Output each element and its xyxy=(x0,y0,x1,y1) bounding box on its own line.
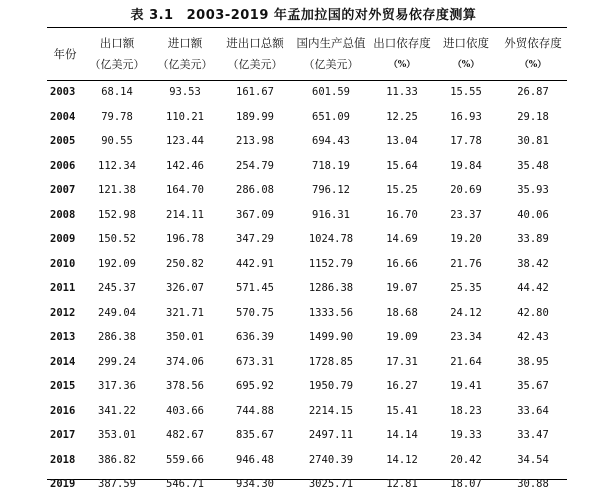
year-cell: 2019 xyxy=(50,478,76,491)
value-cell: 164.70 xyxy=(166,184,204,197)
column-header-label: 外贸依存度 xyxy=(504,35,562,50)
value-cell: 24.12 xyxy=(450,306,482,319)
value-cell: 33.64 xyxy=(517,404,549,417)
year-cell: 2003 xyxy=(50,86,76,99)
column-header-unit: （亿美元） xyxy=(157,57,213,71)
value-cell: 718.19 xyxy=(312,159,350,172)
value-cell: 21.64 xyxy=(450,355,482,368)
value-cell: 245.37 xyxy=(98,282,136,295)
value-cell: 93.53 xyxy=(169,86,201,99)
value-cell: 17.78 xyxy=(450,135,482,148)
value-cell: 482.67 xyxy=(166,429,204,442)
value-cell: 15.25 xyxy=(386,184,418,197)
value-cell: 916.31 xyxy=(312,208,350,221)
value-cell: 189.99 xyxy=(236,110,274,123)
value-cell: 35.93 xyxy=(517,184,549,197)
value-cell: 192.09 xyxy=(98,257,136,270)
column-header-label: 年份 xyxy=(53,46,77,61)
year-cell: 2017 xyxy=(50,429,76,442)
value-cell: 26.87 xyxy=(517,86,549,99)
value-cell: 254.79 xyxy=(236,159,274,172)
value-cell: 442.91 xyxy=(236,257,274,270)
value-cell: 387.59 xyxy=(98,478,136,491)
value-cell: 1499.90 xyxy=(308,331,354,344)
column-header-unit: （亿美元） xyxy=(227,57,283,71)
table-row xyxy=(47,129,567,154)
table-row xyxy=(47,276,567,301)
value-cell: 374.06 xyxy=(166,355,204,368)
value-cell: 18.23 xyxy=(450,404,482,417)
column-header-unit: （%） xyxy=(519,59,547,70)
value-cell: 299.24 xyxy=(98,355,136,368)
value-cell: 249.04 xyxy=(98,306,136,319)
value-cell: 12.25 xyxy=(386,110,418,123)
value-cell: 1286.38 xyxy=(308,282,354,295)
value-cell: 286.38 xyxy=(98,331,136,344)
table-row xyxy=(47,399,567,424)
value-cell: 161.67 xyxy=(236,86,274,99)
column-header xyxy=(499,27,567,80)
value-cell: 694.43 xyxy=(312,135,350,148)
table-row xyxy=(47,423,567,448)
value-cell: 744.88 xyxy=(236,404,274,417)
value-cell: 546.71 xyxy=(166,478,204,491)
column-header xyxy=(433,27,499,80)
value-cell: 142.46 xyxy=(166,159,204,172)
value-cell: 33.47 xyxy=(517,429,549,442)
year-cell: 2016 xyxy=(50,404,76,417)
value-cell: 1728.85 xyxy=(308,355,354,368)
value-cell: 42.43 xyxy=(517,331,549,344)
value-cell: 386.82 xyxy=(98,453,136,466)
year-cell: 2009 xyxy=(50,233,76,246)
value-cell: 30.81 xyxy=(517,135,549,148)
value-cell: 35.67 xyxy=(517,380,549,393)
column-header-unit: （亿美元） xyxy=(89,57,145,71)
value-cell: 13.04 xyxy=(386,135,418,148)
value-cell: 19.84 xyxy=(450,159,482,172)
value-cell: 112.34 xyxy=(98,159,136,172)
value-cell: 16.93 xyxy=(450,110,482,123)
value-cell: 18.07 xyxy=(450,478,482,491)
value-cell: 123.44 xyxy=(166,135,204,148)
value-cell: 23.37 xyxy=(450,208,482,221)
value-cell: 695.92 xyxy=(236,380,274,393)
header-row xyxy=(47,27,567,80)
year-cell: 2007 xyxy=(50,184,76,197)
value-cell: 29.18 xyxy=(517,110,549,123)
table-header xyxy=(47,27,567,80)
year-cell: 2012 xyxy=(50,306,76,319)
value-cell: 1333.56 xyxy=(308,306,354,319)
value-cell: 15.55 xyxy=(450,86,482,99)
value-cell: 350.01 xyxy=(166,331,204,344)
value-cell: 636.39 xyxy=(236,331,274,344)
table-row xyxy=(47,448,567,473)
value-cell: 19.20 xyxy=(450,233,482,246)
value-cell: 14.12 xyxy=(386,453,418,466)
value-cell: 946.48 xyxy=(236,453,274,466)
value-cell: 19.41 xyxy=(450,380,482,393)
value-cell: 23.34 xyxy=(450,331,482,344)
value-cell: 934.30 xyxy=(236,478,274,491)
column-header-label: 出口额 xyxy=(99,35,135,50)
value-cell: 2740.39 xyxy=(308,453,354,466)
value-cell: 42.80 xyxy=(517,306,549,319)
table-row xyxy=(47,301,567,326)
value-cell: 15.41 xyxy=(386,404,418,417)
year-cell: 2013 xyxy=(50,331,76,344)
value-cell: 38.42 xyxy=(517,257,549,270)
value-cell: 18.68 xyxy=(386,306,418,319)
value-cell: 40.06 xyxy=(517,208,549,221)
value-cell: 25.35 xyxy=(450,282,482,295)
year-cell: 2010 xyxy=(50,257,76,270)
table-number: 表 3.1 xyxy=(130,8,174,23)
value-cell: 90.55 xyxy=(101,135,133,148)
column-header xyxy=(83,27,151,80)
value-cell: 19.07 xyxy=(386,282,418,295)
year-cell: 2008 xyxy=(50,208,76,221)
trade-dependence-table xyxy=(47,27,567,497)
value-cell: 601.59 xyxy=(312,86,350,99)
table-row xyxy=(47,80,567,105)
value-cell: 571.45 xyxy=(236,282,274,295)
value-cell: 286.08 xyxy=(236,184,274,197)
table-row xyxy=(47,105,567,130)
value-cell: 16.70 xyxy=(386,208,418,221)
value-cell: 20.69 xyxy=(450,184,482,197)
value-cell: 559.66 xyxy=(166,453,204,466)
table-title: 2003-2019 年孟加拉国的对外贸易依存度测算 xyxy=(186,8,477,23)
value-cell: 152.98 xyxy=(98,208,136,221)
value-cell: 1950.79 xyxy=(308,380,354,393)
table-row xyxy=(47,472,567,497)
table-row xyxy=(47,350,567,375)
year-cell: 2005 xyxy=(50,135,76,148)
year-cell: 2018 xyxy=(50,453,76,466)
column-header-unit: （%） xyxy=(452,59,480,70)
column-header-label: 出口依存度 xyxy=(373,35,431,50)
year-cell: 2006 xyxy=(50,159,76,172)
column-header xyxy=(151,27,219,80)
value-cell: 79.78 xyxy=(101,110,133,123)
value-cell: 11.33 xyxy=(386,86,418,99)
year-cell: 2011 xyxy=(50,282,76,295)
table-row xyxy=(47,154,567,179)
value-cell: 19.33 xyxy=(450,429,482,442)
value-cell: 34.54 xyxy=(517,453,549,466)
value-cell: 378.56 xyxy=(166,380,204,393)
value-cell: 150.52 xyxy=(98,233,136,246)
value-cell: 367.09 xyxy=(236,208,274,221)
year-cell: 2015 xyxy=(50,380,76,393)
value-cell: 16.66 xyxy=(386,257,418,270)
table-row xyxy=(47,374,567,399)
value-cell: 38.95 xyxy=(517,355,549,368)
table-caption xyxy=(0,4,607,23)
value-cell: 3025.71 xyxy=(308,478,354,491)
value-cell: 570.75 xyxy=(236,306,274,319)
value-cell: 213.98 xyxy=(236,135,274,148)
table-row xyxy=(47,203,567,228)
value-cell: 68.14 xyxy=(101,86,133,99)
column-header xyxy=(219,27,291,80)
value-cell: 196.78 xyxy=(166,233,204,246)
value-cell: 214.11 xyxy=(166,208,204,221)
table-row xyxy=(47,252,567,277)
value-cell: 835.67 xyxy=(236,429,274,442)
year-cell: 2004 xyxy=(50,110,76,123)
column-header xyxy=(291,27,371,80)
value-cell: 121.38 xyxy=(98,184,136,197)
value-cell: 347.29 xyxy=(236,233,274,246)
value-cell: 20.42 xyxy=(450,453,482,466)
value-cell: 2214.15 xyxy=(308,404,354,417)
value-cell: 1152.79 xyxy=(308,257,354,270)
value-cell: 35.48 xyxy=(517,159,549,172)
column-header xyxy=(47,27,83,80)
value-cell: 403.66 xyxy=(166,404,204,417)
value-cell: 317.36 xyxy=(98,380,136,393)
value-cell: 16.27 xyxy=(386,380,418,393)
column-header-label: 进口额 xyxy=(167,35,203,50)
value-cell: 19.09 xyxy=(386,331,418,344)
table-row xyxy=(47,227,567,252)
value-cell: 326.07 xyxy=(166,282,204,295)
value-cell: 15.64 xyxy=(386,159,418,172)
value-cell: 30.88 xyxy=(517,478,549,491)
value-cell: 796.12 xyxy=(312,184,350,197)
value-cell: 14.69 xyxy=(386,233,418,246)
table-body xyxy=(47,80,567,497)
value-cell: 673.31 xyxy=(236,355,274,368)
value-cell: 651.09 xyxy=(312,110,350,123)
column-header-label: 国内生产总值 xyxy=(296,35,366,50)
column-header-label: 进口依度 xyxy=(443,35,489,50)
value-cell: 341.22 xyxy=(98,404,136,417)
value-cell: 21.76 xyxy=(450,257,482,270)
table-row xyxy=(47,178,567,203)
column-header-label: 进出口总额 xyxy=(226,35,284,50)
year-cell: 2014 xyxy=(50,355,76,368)
value-cell: 321.71 xyxy=(166,306,204,319)
value-cell: 110.21 xyxy=(166,110,204,123)
value-cell: 250.82 xyxy=(166,257,204,270)
value-cell: 14.14 xyxy=(386,429,418,442)
column-header-unit: （亿美元） xyxy=(303,57,359,71)
value-cell: 2497.11 xyxy=(308,429,354,442)
value-cell: 353.01 xyxy=(98,429,136,442)
value-cell: 17.31 xyxy=(386,355,418,368)
value-cell: 44.42 xyxy=(517,282,549,295)
column-header xyxy=(371,27,433,80)
column-header-unit: （%） xyxy=(388,59,416,70)
value-cell: 12.81 xyxy=(386,478,418,491)
value-cell: 33.89 xyxy=(517,233,549,246)
table-row xyxy=(47,325,567,350)
value-cell: 1024.78 xyxy=(308,233,354,246)
